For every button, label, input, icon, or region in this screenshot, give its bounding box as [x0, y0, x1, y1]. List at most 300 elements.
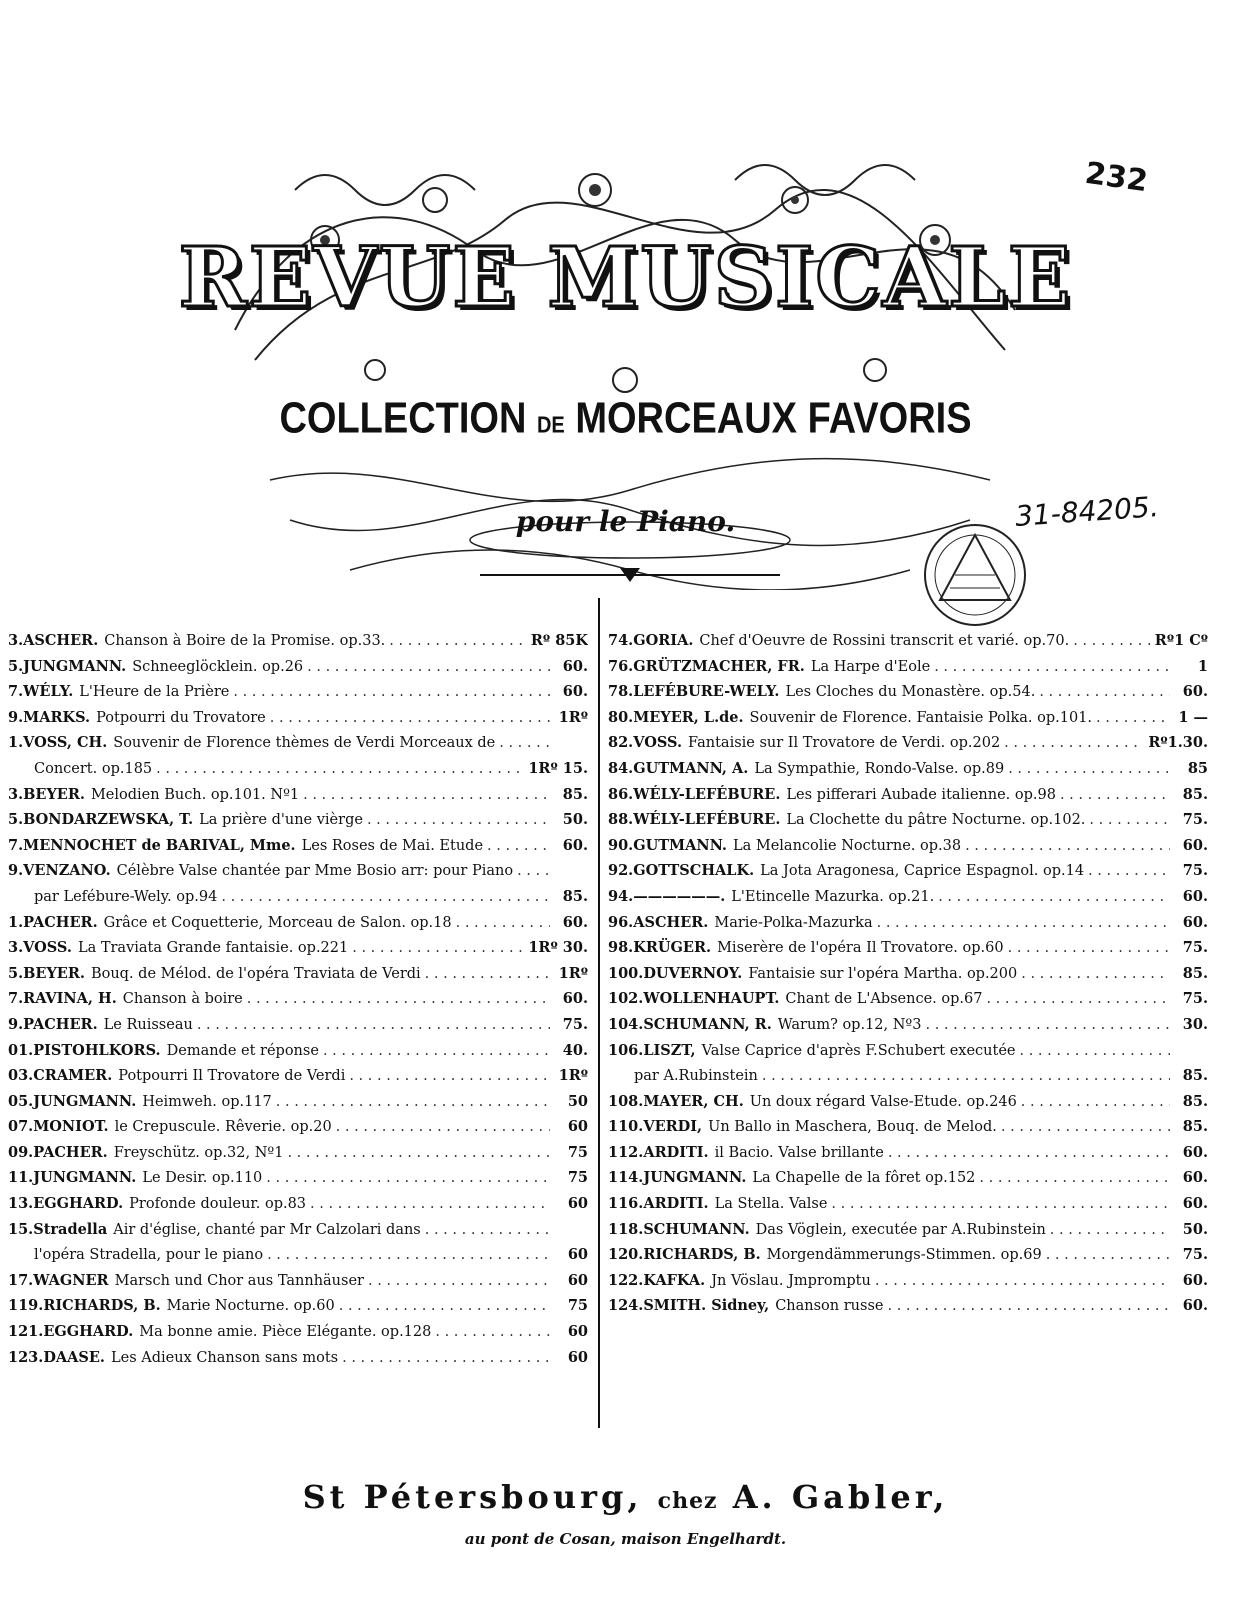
- entry-price: 60.: [562, 657, 588, 675]
- entry-composer: VERDI,: [643, 1118, 703, 1136]
- leader-dots: [323, 1039, 550, 1064]
- publisher-chez: chez: [657, 1488, 718, 1514]
- leader-dots: [367, 808, 550, 833]
- entry-title: Chef d'Oeuvre de Rossini transcrit et varié. op.70.: [699, 633, 1070, 649]
- entry-composer: JUNGMANN.: [23, 657, 127, 675]
- entry-title: Marie Nocturne. op.60: [166, 1298, 335, 1315]
- leader-dots: [270, 706, 550, 731]
- entry-price: 1Rº: [558, 708, 588, 726]
- catalogue-entry: [608, 1217, 1208, 1243]
- entry-price: 1 —: [1178, 708, 1208, 726]
- entry-composer: VENZANO.: [23, 862, 111, 880]
- entry-number: 9.: [8, 1015, 24, 1033]
- catalogue-entry: [608, 1293, 1208, 1319]
- entry-composer: GUTMANN.: [633, 836, 727, 854]
- entry-title: L'Heure de la Prière: [79, 684, 230, 701]
- entry-title: Morgendämmerungs-Stimmen. op.69: [766, 1247, 1042, 1264]
- entry-composer: ARDITI.: [643, 1143, 709, 1161]
- leader-dots: [425, 962, 550, 987]
- entry-price: 60.: [1182, 1271, 1208, 1289]
- entry-title: Potpourri Il Trovatore de Verdi: [118, 1068, 346, 1085]
- entry-composer: PACHER.: [23, 913, 98, 931]
- entry-price: 1Rº 30.: [528, 939, 588, 957]
- leader-dots: [266, 1166, 550, 1191]
- leader-dots: [1088, 859, 1170, 884]
- catalogue-entry: [608, 1038, 1208, 1064]
- entry-price: 60: [567, 1118, 588, 1136]
- catalogue-entry: [8, 807, 588, 833]
- entry-number: 86.: [608, 785, 634, 803]
- entry-composer: EGGHARD.: [33, 1195, 124, 1213]
- leader-dots: [925, 1013, 1170, 1038]
- entry-price: 50.: [1182, 1220, 1208, 1238]
- entry-price: Rº1 Cº: [1154, 632, 1208, 649]
- entry-title: Fantaisie sur Il Trovatore de Verdi. op.202: [688, 735, 1001, 752]
- catalogue-entry: [8, 1345, 588, 1371]
- leader-dots: [1008, 936, 1170, 961]
- entry-composer: DAASE.: [43, 1348, 105, 1366]
- leader-dots: [1004, 731, 1144, 756]
- leader-dots: [1019, 1039, 1170, 1064]
- catalogue-entry: [608, 1140, 1208, 1166]
- catalogue-entry: [8, 1319, 588, 1345]
- entry-price: 60.: [1182, 1297, 1208, 1315]
- entry-price: 85.: [1182, 1118, 1208, 1136]
- leader-dots: [336, 1115, 550, 1140]
- entry-composer: WÉLY-LEFÉBURE.: [633, 811, 781, 829]
- entry-title: Marie-Polka-Mazurka: [714, 914, 873, 931]
- catalogue-entry: [8, 1140, 588, 1166]
- entry-composer: WOLLENHAUPT.: [643, 990, 780, 1008]
- leader-dots: [1073, 629, 1151, 654]
- entry-composer: RAVINA, H.: [23, 990, 117, 1008]
- entry-composer: WÉLY.: [23, 683, 74, 701]
- entry-composer: LEFÉBURE-WELY.: [633, 683, 780, 701]
- entry-composer: GOTTSCHALK.: [633, 862, 755, 880]
- entry-title: Bouq. de Mélod. de l'opéra Traviata de Verdi: [90, 965, 421, 982]
- leader-dots: [276, 1090, 550, 1115]
- entry-price: 60.: [1182, 1195, 1208, 1213]
- subtitle: [0, 395, 1251, 444]
- catalogue-number: 31-84205.: [1014, 490, 1160, 533]
- leader-dots: [831, 1192, 1170, 1217]
- leader-dots: [1021, 1090, 1170, 1115]
- entry-price: 50: [567, 1092, 588, 1110]
- entry-number: 5.: [8, 964, 24, 982]
- subtitle-collection: COLLECTION: [279, 394, 527, 444]
- entry-price: 60.: [562, 913, 588, 931]
- leader-dots: [887, 1294, 1170, 1319]
- entry-composer: VOSS, CH.: [23, 734, 108, 752]
- entry-title: Grâce et Coquetterie, Morceau de Salon. op.18: [103, 914, 452, 931]
- entry-price: Rº 85K: [530, 632, 588, 649]
- leader-dots: [368, 1269, 550, 1294]
- leader-dots: [1089, 808, 1170, 833]
- catalogue-entry: [8, 961, 588, 987]
- entry-price: 60: [567, 1323, 588, 1341]
- entry-price: 85.: [1182, 1067, 1208, 1085]
- catalogue-entry: [8, 1012, 588, 1038]
- entry-composer: GRÜTZMACHER, FR.: [633, 657, 805, 675]
- entry-composer: Stradella: [33, 1220, 108, 1238]
- entry-number: 120.: [608, 1246, 644, 1264]
- catalogue-entry: [608, 1191, 1208, 1217]
- entry-number: 5.: [8, 657, 24, 675]
- entry-number: 88.: [608, 811, 634, 829]
- entry-number: 116.: [608, 1195, 644, 1213]
- entry-title: La Clochette du pâtre Nocturne. op.102.: [786, 812, 1086, 829]
- catalogue-entry: [608, 1089, 1208, 1115]
- leader-dots: [499, 731, 550, 756]
- leader-dots: [456, 911, 550, 936]
- leader-dots: [934, 655, 1170, 680]
- entry-title: Warum? op.12, Nº3: [777, 1016, 922, 1033]
- entry-number: 124.: [608, 1297, 644, 1315]
- entry-price: Rº1.30.: [1148, 734, 1208, 752]
- entry-price: 60.: [562, 990, 588, 1008]
- entry-composer: CRAMER.: [33, 1067, 113, 1085]
- leader-dots: [1046, 1243, 1170, 1268]
- leader-dots: [1001, 1115, 1170, 1140]
- catalogue-entry: [608, 807, 1208, 833]
- entry-price: 1Rº 15.: [528, 759, 588, 777]
- entry-title: La Stella. Valse: [714, 1196, 828, 1213]
- entry-price: 85.: [562, 785, 588, 803]
- entry-number: 114.: [608, 1169, 644, 1187]
- entry-price: 85.: [562, 887, 588, 905]
- entry-title: Les Cloches du Monastère. op.54.: [785, 684, 1036, 701]
- entry-title: Chanson à Boire de la Promise. op.33.: [104, 633, 386, 649]
- catalogue-entry: [608, 654, 1208, 680]
- catalogue-entry: [8, 1165, 588, 1191]
- entry-composer: JUNGMANN.: [643, 1169, 747, 1187]
- entry-title: La Sympathie, Rondo-Valse. op.89: [754, 760, 1005, 777]
- leader-dots: [1050, 1218, 1170, 1243]
- entry-title: La Melancolie Nocturne. op.38: [732, 837, 962, 854]
- entry-number: 121.: [8, 1323, 44, 1341]
- entry-title: Les Roses de Mai. Etude: [301, 837, 484, 854]
- entry-composer: JUNGMANN.: [33, 1169, 137, 1187]
- entry-title: La Chapelle de la fôret op.152: [752, 1170, 976, 1187]
- leader-dots: [938, 885, 1170, 910]
- entry-number: 78.: [608, 683, 634, 701]
- entry-title: l'opéra Stradella, pour le piano: [34, 1247, 264, 1264]
- entry-price: 75.: [1182, 862, 1208, 880]
- entry-title: Chant de L'Absence. op.67: [785, 991, 983, 1008]
- entry-title: Chanson à boire: [122, 991, 243, 1008]
- catalogue-entry: [608, 628, 1208, 654]
- leader-dots: [1021, 962, 1170, 987]
- entry-title: Un Ballo in Maschera, Bouq. de Melod.: [708, 1119, 997, 1136]
- entry-title: Chanson russe: [775, 1298, 884, 1315]
- entry-number: 3.: [8, 939, 24, 957]
- leader-dots: [517, 859, 550, 884]
- entry-title: La Harpe d'Eole: [810, 658, 931, 675]
- catalogue-entry: [608, 1012, 1208, 1038]
- entry-number: 9.: [8, 708, 24, 726]
- entry-composer: PACHER.: [33, 1143, 108, 1161]
- entry-title: Jn Vöslau. Jmpromptu: [711, 1272, 871, 1289]
- entry-number: 108.: [608, 1092, 644, 1110]
- entry-number: 13.: [8, 1195, 34, 1213]
- entry-number: 80.: [608, 708, 634, 726]
- entry-title: par A.Rubinstein: [634, 1068, 758, 1085]
- entry-composer: KRÜGER.: [633, 939, 712, 957]
- entry-price: 85.: [1182, 785, 1208, 803]
- entry-title: Demande et réponse: [166, 1042, 319, 1059]
- catalogue-entry: [8, 1242, 588, 1268]
- pour-le-piano: pour le Piano.: [515, 505, 736, 538]
- entry-composer: JUNGMANN.: [33, 1092, 137, 1110]
- entry-price: 85.: [1182, 1092, 1208, 1110]
- leader-dots: [1039, 680, 1170, 705]
- entry-title: Un doux régard Valse-Etude. op.246: [749, 1093, 1017, 1110]
- entry-price: 60.: [1182, 1143, 1208, 1161]
- entry-price: 50.: [562, 811, 588, 829]
- entry-number: 119.: [8, 1297, 44, 1315]
- entry-number: 05.: [8, 1092, 34, 1110]
- leader-dots: [1060, 783, 1170, 808]
- catalogue-entry: [8, 910, 588, 936]
- entry-price: 60: [567, 1271, 588, 1289]
- entry-number: 17.: [8, 1271, 34, 1289]
- entry-title: Freyschütz. op.32, Nº1: [113, 1144, 284, 1161]
- leader-dots: [156, 757, 524, 782]
- entry-price: 1: [1197, 657, 1208, 675]
- entry-composer: VOSS.: [23, 939, 72, 957]
- entry-title: Das Vöglein, executée par A.Rubinstein: [755, 1221, 1046, 1238]
- entry-price: 75.: [1182, 1246, 1208, 1264]
- entry-price: 75.: [1182, 939, 1208, 957]
- entry-composer: GORIA.: [633, 632, 694, 649]
- entry-number: 15.: [8, 1220, 34, 1238]
- entry-title: Valse Caprice d'après F.Schubert executée: [701, 1042, 1016, 1059]
- entry-title: Célèbre Valse chantée par Mme Bosio arr: pour Piano: [116, 863, 514, 880]
- leader-dots: [197, 1013, 550, 1038]
- entry-price: 85.: [1182, 964, 1208, 982]
- entry-title: La Traviata Grande fantaisie. op.221: [77, 940, 349, 957]
- entry-composer: ASCHER.: [23, 632, 99, 649]
- leader-dots: [233, 680, 550, 705]
- entry-title: Souvenir de Florence. Fantaisie Polka. op.101.: [749, 709, 1093, 726]
- catalogue-entry: [608, 910, 1208, 936]
- entry-composer: GUTMANN, A.: [633, 759, 749, 777]
- leader-dots: [979, 1166, 1170, 1191]
- catalogue-entry: [8, 1114, 588, 1140]
- entry-title: Le Desir. op.110: [142, 1170, 263, 1187]
- catalogue-entry: [8, 1089, 588, 1115]
- entry-price: 60.: [1182, 836, 1208, 854]
- entry-title: Souvenir de Florence thèmes de Verdi Morceaux de: [113, 735, 496, 752]
- entry-price: 60: [567, 1195, 588, 1213]
- entry-number: 03.: [8, 1067, 34, 1085]
- catalogue-entry: [608, 833, 1208, 859]
- entry-composer: PACHER.: [23, 1015, 98, 1033]
- entry-number: 102.: [608, 990, 644, 1008]
- leader-dots: [339, 1294, 550, 1319]
- entry-title: il Bacio. Valse brillante: [714, 1144, 884, 1161]
- entry-title: Les Adieux Chanson sans mots: [110, 1349, 339, 1366]
- entry-number: 11.: [8, 1169, 34, 1187]
- entry-composer: BONDARZEWSKA, T.: [23, 811, 194, 829]
- leader-dots: [1008, 757, 1170, 782]
- catalogue-entry: [608, 705, 1208, 731]
- entry-title: L'Etincelle Mazurka. op.21.: [731, 888, 935, 905]
- entry-number: 94.: [608, 887, 634, 905]
- entry-number: 7.: [8, 836, 24, 854]
- entry-number: 07.: [8, 1118, 34, 1136]
- entry-composer: ARDITI.: [643, 1195, 709, 1213]
- publisher-city: St Pétersbourg,: [302, 1478, 643, 1516]
- entry-title: Les pifferari Aubade italienne. op.98: [786, 786, 1056, 803]
- entry-number: 1.: [8, 734, 24, 752]
- entry-price: 75: [567, 1143, 588, 1161]
- catalogue-right-column: [608, 628, 1208, 1319]
- entry-number: 09.: [8, 1143, 34, 1161]
- catalogue-entry: [8, 935, 588, 961]
- leader-dots: [875, 1269, 1170, 1294]
- entry-number: 122.: [608, 1271, 644, 1289]
- catalogue-entry: [8, 1268, 588, 1294]
- catalogue-entry: [608, 679, 1208, 705]
- entry-title: La Jota Aragonesa, Caprice Espagnol. op.14: [760, 863, 1085, 880]
- catalogue-entry: [8, 756, 588, 782]
- entry-price: 60.: [1182, 887, 1208, 905]
- catalogue-entry: [8, 654, 588, 680]
- entry-composer: MONIOT.: [33, 1118, 109, 1136]
- entry-composer: EGGHARD.: [43, 1323, 134, 1341]
- entry-number: 1.: [8, 913, 24, 931]
- entry-price: 1Rº: [558, 964, 588, 982]
- catalogue-entry: [8, 705, 588, 731]
- entry-title: Schneeglöcklein. op.26: [132, 658, 304, 675]
- entry-price: 60.: [562, 836, 588, 854]
- leader-dots: [342, 1346, 550, 1371]
- catalogue-left-column: [8, 628, 588, 1370]
- entry-composer: SMITH. Sidney,: [643, 1297, 770, 1315]
- column-divider: [598, 598, 600, 1428]
- subtitle-de: DE: [536, 413, 565, 439]
- entry-composer: VOSS.: [633, 734, 683, 752]
- entry-composer: ASCHER.: [633, 913, 709, 931]
- catalogue-entry: [608, 986, 1208, 1012]
- entry-title: Ma bonne amie. Pièce Elégante. op.128: [139, 1324, 432, 1341]
- entry-composer: BEYER.: [23, 785, 85, 803]
- entry-composer: MARKS.: [23, 708, 91, 726]
- entry-title: Fantaisie sur l'opéra Martha. op.200: [748, 965, 1018, 982]
- entry-title: Air d'église, chanté par Mr Calzolari dans: [113, 1221, 421, 1238]
- entry-composer: SCHUMANN.: [643, 1220, 750, 1238]
- entry-number: 76.: [608, 657, 634, 675]
- entry-composer: SCHUMANN, R.: [643, 1015, 772, 1033]
- entry-number: 92.: [608, 862, 634, 880]
- entry-price: 1Rº: [558, 1067, 588, 1085]
- leader-dots: [307, 655, 550, 680]
- leader-dots: [303, 783, 550, 808]
- subtitle-morceaux: MORCEAUX FAVORIS: [575, 394, 972, 444]
- entry-composer: DUVERNOY.: [643, 964, 743, 982]
- leader-dots: [986, 987, 1170, 1012]
- entry-number: 3.: [8, 632, 24, 649]
- entry-number: 01.: [8, 1041, 34, 1059]
- entry-title: Marsch und Chor aus Tannhäuser: [114, 1272, 364, 1289]
- leader-dots: [425, 1218, 550, 1243]
- entry-number: 112.: [608, 1143, 644, 1161]
- leader-dots: [1096, 706, 1170, 731]
- corner-number: 232: [1082, 155, 1150, 200]
- entry-title: par Lefébure-Wely. op.94: [34, 888, 218, 905]
- leader-dots: [247, 987, 550, 1012]
- entry-composer: PISTOHLKORS.: [33, 1041, 161, 1059]
- entry-composer: WAGNER: [33, 1271, 109, 1289]
- catalogue-entry: [8, 884, 588, 910]
- entry-number: 9.: [8, 862, 24, 880]
- catalogue-entry: [8, 1038, 588, 1064]
- catalogue-entry: [8, 679, 588, 705]
- catalogue-entry: [608, 935, 1208, 961]
- catalogue-entry: [608, 782, 1208, 808]
- entry-composer: LISZT,: [643, 1041, 696, 1059]
- catalogue-entry: [8, 1191, 588, 1217]
- entry-composer: KAFKA.: [643, 1271, 706, 1289]
- leader-dots: [389, 629, 527, 654]
- catalogue-entry: [8, 858, 588, 884]
- entry-price: 60: [567, 1246, 588, 1264]
- entry-price: 40.: [562, 1041, 588, 1059]
- entry-number: 106.: [608, 1041, 644, 1059]
- entry-number: 118.: [608, 1220, 644, 1238]
- entry-number: 7.: [8, 683, 24, 701]
- entry-composer: WÉLY-LEFÉBURE.: [633, 785, 781, 803]
- entry-title: le Crepuscule. Rêverie. op.20: [114, 1119, 332, 1136]
- catalogue-entry: [8, 1063, 588, 1089]
- catalogue-entry: [608, 1242, 1208, 1268]
- entry-title: Le Ruisseau: [103, 1016, 193, 1033]
- entry-number: 98.: [608, 939, 634, 957]
- library-stamp: [915, 520, 1035, 630]
- catalogue-entry: [608, 1063, 1208, 1089]
- entry-number: 74.: [608, 632, 634, 649]
- entry-composer: MENNOCHET de BARIVAL, Mme.: [23, 836, 296, 854]
- publisher-address: au pont de Cosan, maison Engelhardt.: [464, 1530, 787, 1548]
- catalogue-entry: [608, 1114, 1208, 1140]
- entry-price: 75.: [1182, 990, 1208, 1008]
- catalogue-entry: [8, 628, 588, 654]
- catalogue-entry: [608, 1268, 1208, 1294]
- catalogue-entry: [608, 858, 1208, 884]
- leader-dots: [310, 1192, 550, 1217]
- leader-dots: [352, 936, 524, 961]
- catalogue-entry: [8, 1293, 588, 1319]
- entry-price: 75.: [1182, 811, 1208, 829]
- entry-price: 75: [567, 1169, 588, 1187]
- entry-number: 5.: [8, 811, 24, 829]
- entry-price: 60.: [1182, 1169, 1208, 1187]
- entry-number: 7.: [8, 990, 24, 1008]
- entry-number: 104.: [608, 1015, 644, 1033]
- entry-composer: MAYER, CH.: [643, 1092, 744, 1110]
- entry-composer: RICHARDS, B.: [643, 1246, 761, 1264]
- entry-title: Miserère de l'opéra Il Trovatore. op.60: [717, 940, 1004, 957]
- catalogue-entry: [608, 756, 1208, 782]
- entry-number: 123.: [8, 1348, 44, 1366]
- entry-composer: MEYER, L.de.: [633, 708, 744, 726]
- entry-title: Concert. op.185: [34, 760, 153, 777]
- leader-dots: [349, 1064, 550, 1089]
- entry-number: 82.: [608, 734, 634, 752]
- catalogue-entry: [8, 1217, 588, 1243]
- entry-price: 75: [567, 1297, 588, 1315]
